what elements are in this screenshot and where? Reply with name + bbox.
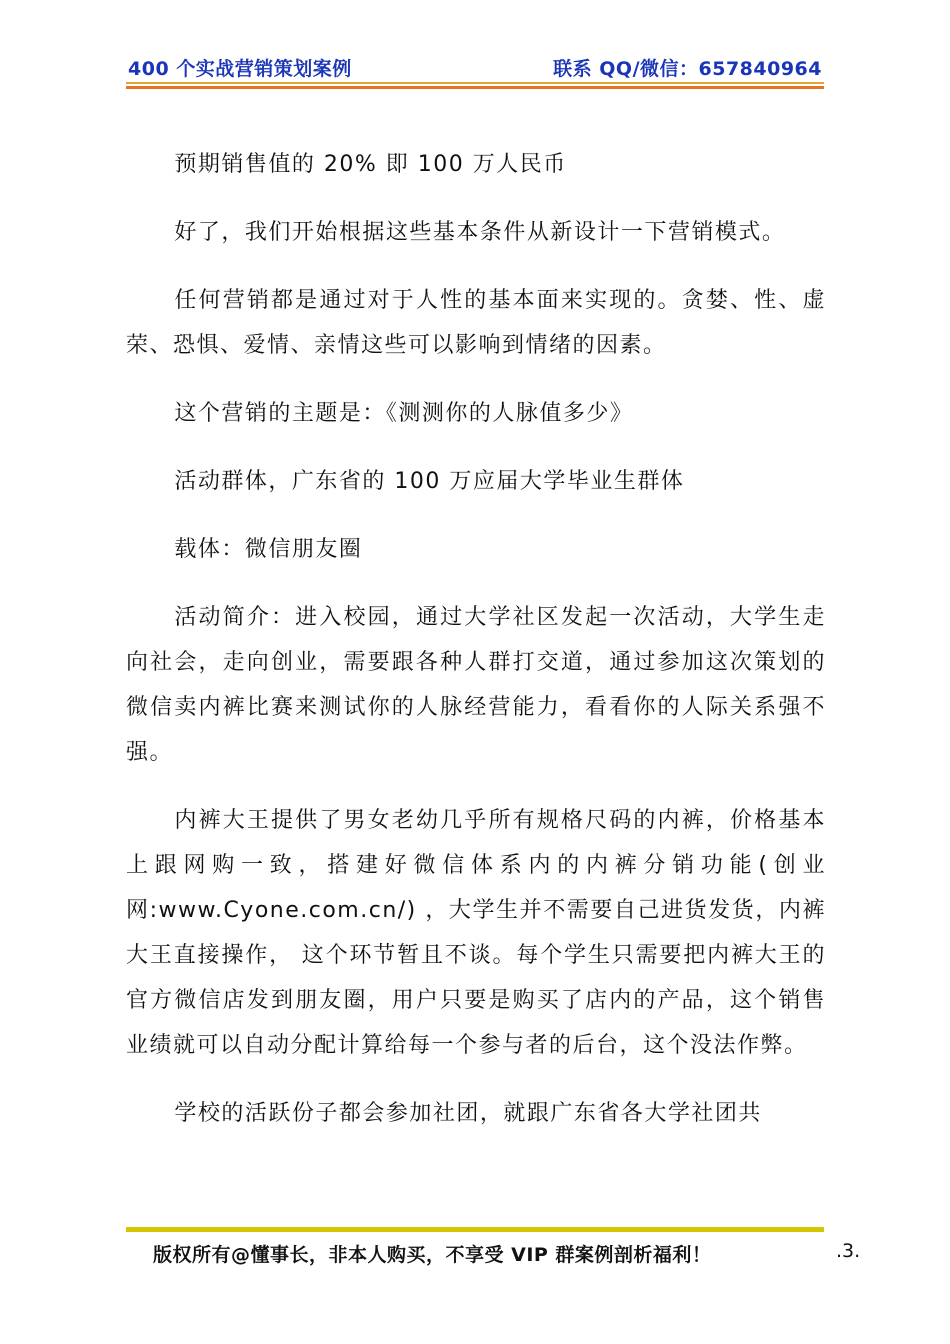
- page-number: .3.: [836, 1240, 861, 1262]
- paragraph: 预期销售值的 20% 即 100 万人民币: [174, 152, 567, 177]
- paragraph: 活动简介：进入校园，通过大学社区发起一次活动，大学生走向社会，走向创业，需要跟各种人群打交道，通过参加这次策划的微信卖内裤比赛来测试你的人脉经营能力，看看你的人际关系强不强。: [126, 605, 826, 765]
- paragraph: 任何营销都是通过对于人性的基本面来实现的。贪婪、性、虚荣、恐惧、爱情、亲情这些可以影响到情绪的因素。: [126, 288, 826, 358]
- document-body: [126, 142, 826, 1159]
- header-title: 400 个实战营销策划案例: [128, 58, 352, 80]
- paragraph: 活动群体，广东省的 100 万应届大学毕业生群体: [174, 469, 685, 494]
- footer-notice: 版权所有@懂事长，非本人购买，不享受 VIP 群案例剖析福利！: [153, 1244, 712, 1266]
- paragraph: 好了，我们开始根据这些基本条件从新设计一下营销模式。: [174, 220, 786, 245]
- paragraph: 载体：微信朋友圈: [174, 537, 363, 562]
- footer-divider: [126, 1227, 824, 1232]
- header-contact: 联系 QQ/微信：657840964: [553, 58, 822, 80]
- paragraph: 这个营销的主题是：《测测你的人脉值多少》: [174, 401, 634, 426]
- paragraph: 内裤大王提供了男女老幼几乎所有规格尺码的内裤，价格基本上跟网购一致，搭建好微信体系内的内裤分销功能(创业网:www.Cyone.com.cn/) ，大学生并不需要自己进货发货，内裤大王直接操作， 这个环节暂且不谈。每个学生只需要把内裤大王的官方微信店发到朋友圈，用户只要是购买了店内的产品，这个销售业绩就可以自动分配计算给每一个参与者的后台，这个没法作弊。: [126, 808, 826, 1058]
- header-divider-thin: [126, 82, 824, 84]
- header-divider: [126, 86, 824, 89]
- paragraph: 学校的活跃份子都会参加社团，就跟广东省各大学社团共: [174, 1101, 762, 1126]
